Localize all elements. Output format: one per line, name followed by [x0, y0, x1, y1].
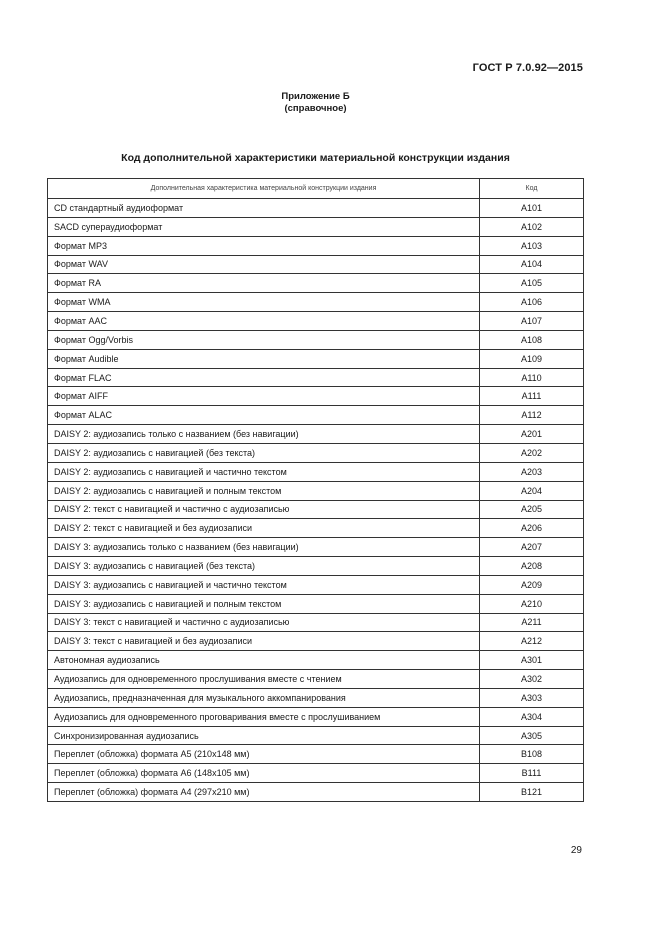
- row-description: Формат ALAC: [48, 406, 480, 425]
- row-description: Формат AAC: [48, 312, 480, 331]
- row-description: DAISY 2: аудиозапись с навигацией и полным текстом: [48, 481, 480, 500]
- page-number: 29: [570, 845, 582, 856]
- row-code: B108: [480, 745, 584, 764]
- table-row: [48, 387, 584, 406]
- table-row: [48, 519, 584, 538]
- table-row: [48, 745, 584, 764]
- table-row: [48, 293, 584, 312]
- table-row: [48, 217, 584, 236]
- row-description: DAISY 3: аудиозапись с навигацией (без текста): [48, 557, 480, 576]
- row-code: A201: [480, 425, 584, 444]
- row-code: A106: [480, 293, 584, 312]
- table-row: [48, 651, 584, 670]
- row-description: DAISY 2: текст с навигацией и частично с аудиозаписью: [48, 500, 480, 519]
- table-row: [48, 783, 584, 802]
- row-description: Переплет (обложка) формата А4 (297x210 мм): [48, 783, 480, 802]
- table-row: [48, 481, 584, 500]
- row-description: DAISY 3: аудиозапись только с названием (без навигации): [48, 538, 480, 557]
- table-row: [48, 255, 584, 274]
- table-row: [48, 726, 584, 745]
- row-description: Автономная аудиозапись: [48, 651, 480, 670]
- row-code: A109: [480, 349, 584, 368]
- table-row: [48, 462, 584, 481]
- table-row: [48, 707, 584, 726]
- row-description: Аудиозапись, предназначенная для музыкального аккомпанирования: [48, 688, 480, 707]
- row-code: A301: [480, 651, 584, 670]
- row-code: A104: [480, 255, 584, 274]
- table-row: [48, 330, 584, 349]
- row-description: Формат AIFF: [48, 387, 480, 406]
- row-description: Аудиозапись для одновременного прослушивания вместе с чтением: [48, 670, 480, 689]
- appendix-heading: [0, 91, 631, 115]
- table-row: [48, 688, 584, 707]
- table-row: [48, 632, 584, 651]
- row-description: Синхронизированная аудиозапись: [48, 726, 480, 745]
- table-body: [48, 199, 584, 802]
- row-code: A208: [480, 557, 584, 576]
- table-row: [48, 594, 584, 613]
- table-row: [48, 764, 584, 783]
- row-description: Аудиозапись для одновременного проговаривания вместе с прослушиванием: [48, 707, 480, 726]
- row-description: DAISY 3: аудиозапись с навигацией и частично текстом: [48, 575, 480, 594]
- table-row: [48, 274, 584, 293]
- row-code: A105: [480, 274, 584, 293]
- row-code: A103: [480, 236, 584, 255]
- row-code: A112: [480, 406, 584, 425]
- table-header-row: [48, 179, 584, 199]
- row-description: Формат RA: [48, 274, 480, 293]
- table-row: [48, 199, 584, 218]
- row-description: DAISY 3: текст с навигацией и частично с аудиозаписью: [48, 613, 480, 632]
- row-code: A111: [480, 387, 584, 406]
- table-row: [48, 500, 584, 519]
- row-code: A107: [480, 312, 584, 331]
- row-code: A212: [480, 632, 584, 651]
- row-code: A202: [480, 443, 584, 462]
- codes-table: [47, 178, 584, 802]
- row-code: A209: [480, 575, 584, 594]
- table-row: [48, 575, 584, 594]
- table-row: [48, 443, 584, 462]
- table-row: [48, 670, 584, 689]
- row-description: Формат Ogg/Vorbis: [48, 330, 480, 349]
- row-code: A210: [480, 594, 584, 613]
- standard-code: ГОСТ Р 7.0.92—2015: [472, 62, 583, 74]
- table-title: Код дополнительной характеристики материальной конструкции издания: [121, 152, 510, 164]
- row-description: Формат FLAC: [48, 368, 480, 387]
- row-code: A204: [480, 481, 584, 500]
- table-row: [48, 425, 584, 444]
- table-row: [48, 613, 584, 632]
- row-description: DAISY 2: аудиозапись с навигацией (без текста): [48, 443, 480, 462]
- table-row: [48, 368, 584, 387]
- row-code: A211: [480, 613, 584, 632]
- column-header-description: Дополнительная характеристика материальной конструкции издания: [48, 179, 480, 199]
- table-row: [48, 406, 584, 425]
- table-row: [48, 236, 584, 255]
- row-code: A302: [480, 670, 584, 689]
- row-code: A101: [480, 199, 584, 218]
- row-description: DAISY 2: текст с навигацией и без аудиозаписи: [48, 519, 480, 538]
- row-code: A206: [480, 519, 584, 538]
- row-description: CD стандартный аудиоформат: [48, 199, 480, 218]
- table-row: [48, 312, 584, 331]
- row-description: Формат Audible: [48, 349, 480, 368]
- row-description: Переплет (обложка) формата А6 (148x105 мм): [48, 764, 480, 783]
- row-code: A102: [480, 217, 584, 236]
- row-code: A110: [480, 368, 584, 387]
- row-code: A207: [480, 538, 584, 557]
- column-header-code: Код: [480, 179, 584, 199]
- row-description: SACD супераудиоформат: [48, 217, 480, 236]
- row-description: Переплет (обложка) формата А5 (210x148 мм): [48, 745, 480, 764]
- row-description: Формат MP3: [48, 236, 480, 255]
- row-code: A304: [480, 707, 584, 726]
- row-code: A305: [480, 726, 584, 745]
- appendix-subtitle: (справочное): [284, 103, 347, 114]
- row-code: A205: [480, 500, 584, 519]
- row-description: DAISY 2: аудиозапись с навигацией и частично текстом: [48, 462, 480, 481]
- row-code: B111: [480, 764, 584, 783]
- row-code: A303: [480, 688, 584, 707]
- table-row: [48, 557, 584, 576]
- table-row: [48, 349, 584, 368]
- row-description: DAISY 3: текст с навигацией и без аудиозаписи: [48, 632, 480, 651]
- row-description: Формат WMA: [48, 293, 480, 312]
- row-description: Формат WAV: [48, 255, 480, 274]
- row-description: DAISY 2: аудиозапись только с названием (без навигации): [48, 425, 480, 444]
- row-code: B121: [480, 783, 584, 802]
- row-description: DAISY 3: аудиозапись с навигацией и полным текстом: [48, 594, 480, 613]
- row-code: A203: [480, 462, 584, 481]
- appendix-title: Приложение Б: [281, 91, 350, 102]
- table-row: [48, 538, 584, 557]
- row-code: A108: [480, 330, 584, 349]
